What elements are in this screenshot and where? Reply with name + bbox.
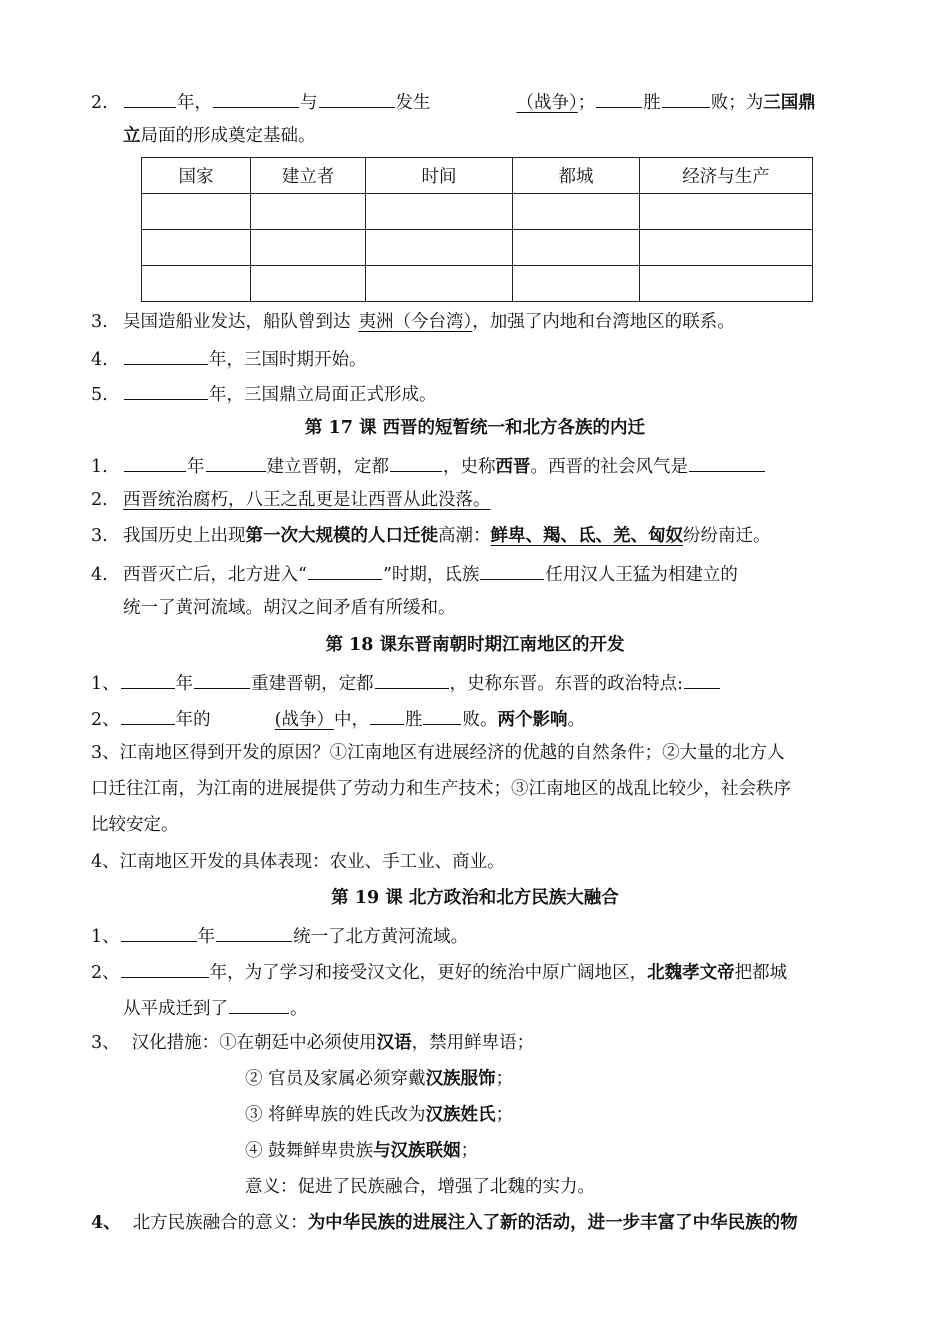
s17-item-4-cont: 统一了黄河流域。胡汉之间矛盾有所缓和。	[123, 598, 456, 618]
blank[interactable]	[194, 669, 250, 689]
blank[interactable]	[121, 669, 175, 689]
s19-item-2: 2、 年，为了学习和接受汉文化，更好的统治中原广阔地区，北魏孝文帝把都城	[91, 958, 787, 985]
table-header-cell: 建立者	[251, 158, 366, 194]
table-cell[interactable]	[366, 266, 513, 302]
table-header-cell: 国家	[142, 158, 251, 194]
blank[interactable]	[684, 669, 720, 689]
lesson-18-title: 第 18 课东晋南朝时期江南地区的开发	[325, 635, 625, 655]
blank[interactable]	[319, 88, 395, 108]
blank[interactable]	[229, 994, 289, 1014]
blank[interactable]	[308, 560, 382, 580]
table-cell[interactable]	[251, 266, 366, 302]
table-header-cell: 时间	[366, 158, 513, 194]
table-cell[interactable]	[142, 230, 251, 266]
blank[interactable]	[216, 922, 292, 942]
s17-item-3: 3. 我国历史上出现第一次大规模的人口迁徙高潮：鲜卑、羯、氐、羌、匈奴纷纷南迁。	[91, 526, 771, 546]
blank[interactable]	[375, 669, 449, 689]
blank[interactable]	[124, 88, 176, 108]
s18-item-1: 1、 年 重建晋朝，定都 ，史称东晋。东晋的政治特点:	[91, 669, 721, 696]
s17-item-4: 4. 西晋灭亡后，北方进入“ ”时期，氐族 任用汉人王猛为相建立的	[91, 560, 738, 587]
s19-item-1: 1、 年 统一了北方黄河流域。	[91, 922, 468, 949]
blank[interactable]	[480, 560, 544, 580]
blank[interactable]	[121, 922, 197, 942]
table-cell[interactable]	[513, 230, 640, 266]
blank[interactable]	[689, 452, 765, 472]
blank[interactable]	[662, 88, 710, 108]
three-kingdoms-table	[141, 157, 813, 302]
s17-item-2: 2. 西晋统治腐朽，八王之乱更是让西晋从此没落。	[91, 490, 491, 510]
table-header-cell: 都城	[513, 158, 640, 194]
table-cell[interactable]	[366, 230, 513, 266]
s17-item-1: 1. 年 建立晋朝，定都 ，史称西晋。西晋的社会风气是	[91, 452, 766, 479]
table-cell[interactable]	[142, 194, 251, 230]
table-cell[interactable]	[640, 266, 813, 302]
blank[interactable]	[390, 452, 442, 472]
s19-significance: 意义：促进了民族融合，增强了北魏的实力。	[245, 1177, 595, 1197]
table-cell[interactable]	[513, 194, 640, 230]
table-cell[interactable]	[640, 230, 813, 266]
blank[interactable]	[121, 958, 209, 978]
table-cell[interactable]	[251, 230, 366, 266]
s18-item-2: 2、 年的 (战争）中， 胜 败。两个影响。	[91, 705, 585, 732]
lesson-17-title: 第 17 课 西晋的短暂统一和北方各族的内迁	[304, 418, 646, 438]
s16-item-5: 5. 年，三国鼎立局面正式形成。	[91, 380, 437, 407]
blank[interactable]	[124, 345, 208, 365]
blank[interactable]	[596, 88, 642, 108]
s19-measure-4: ④ 鼓舞鲜卑贵族与汉族联姻；	[245, 1141, 479, 1161]
s16-item-2: 2. 年， 与 发生 （战争）； 胜 败；为三国鼎	[91, 88, 816, 115]
table-cell[interactable]	[513, 266, 640, 302]
table-cell[interactable]	[640, 194, 813, 230]
table-header-row	[142, 158, 813, 194]
blank[interactable]	[423, 705, 461, 725]
blank[interactable]	[370, 705, 404, 725]
table-header-cell: 经济与生产	[640, 158, 813, 194]
s16-item-4: 4. 年，三国时期开始。	[91, 345, 367, 372]
s18-item-3-l3: 比较安定。	[91, 815, 179, 835]
blank[interactable]	[124, 380, 208, 400]
table-cell[interactable]	[366, 194, 513, 230]
s19-item-4: 4、 北方民族融合的意义：为中华民族的进展注入了新的活动，进一步丰富了中华民族的物	[91, 1213, 798, 1233]
s18-item-4: 4、江南地区开发的具体表现：农业、手工业、商业。	[91, 852, 505, 872]
blank[interactable]	[213, 88, 299, 108]
s18-item-3-l2: 口迁往江南，为江南的进展提供了劳动力和生产技术；③江南地区的战乱比较少，社会秩序	[91, 779, 791, 799]
s16-item-2-cont: 立局面的形成奠定基础。	[123, 126, 316, 146]
table-row	[142, 266, 813, 302]
blank[interactable]	[124, 452, 186, 472]
s19-measure-2: ② 官员及家属必须穿戴汉族服饰；	[245, 1069, 514, 1089]
table-row	[142, 230, 813, 266]
s18-item-3-l1: 3、江南地区得到开发的原因？①江南地区有进展经济的优越的自然条件；②大量的北方人	[91, 743, 785, 763]
s16-item-3: 3. 吴国造船业发达，船队曾到达 夷洲（今台湾），加强了内地和台湾地区的联系。	[91, 312, 735, 332]
table-cell[interactable]	[142, 266, 251, 302]
blank[interactable]	[206, 452, 266, 472]
table-cell[interactable]	[251, 194, 366, 230]
s19-item-2-cont: 从平成迁到了 。	[123, 994, 308, 1021]
blank[interactable]	[121, 705, 175, 725]
table-row	[142, 194, 813, 230]
s19-item-3: 3、 汉化措施：①在朝廷中必须使用汉语，禁用鲜卑语；	[91, 1033, 535, 1053]
lesson-19-title: 第 19 课 北方政治和北方民族大融合	[331, 888, 619, 908]
s19-measure-3: ③ 将鲜卑族的姓氏改为汉族姓氏；	[245, 1105, 514, 1125]
